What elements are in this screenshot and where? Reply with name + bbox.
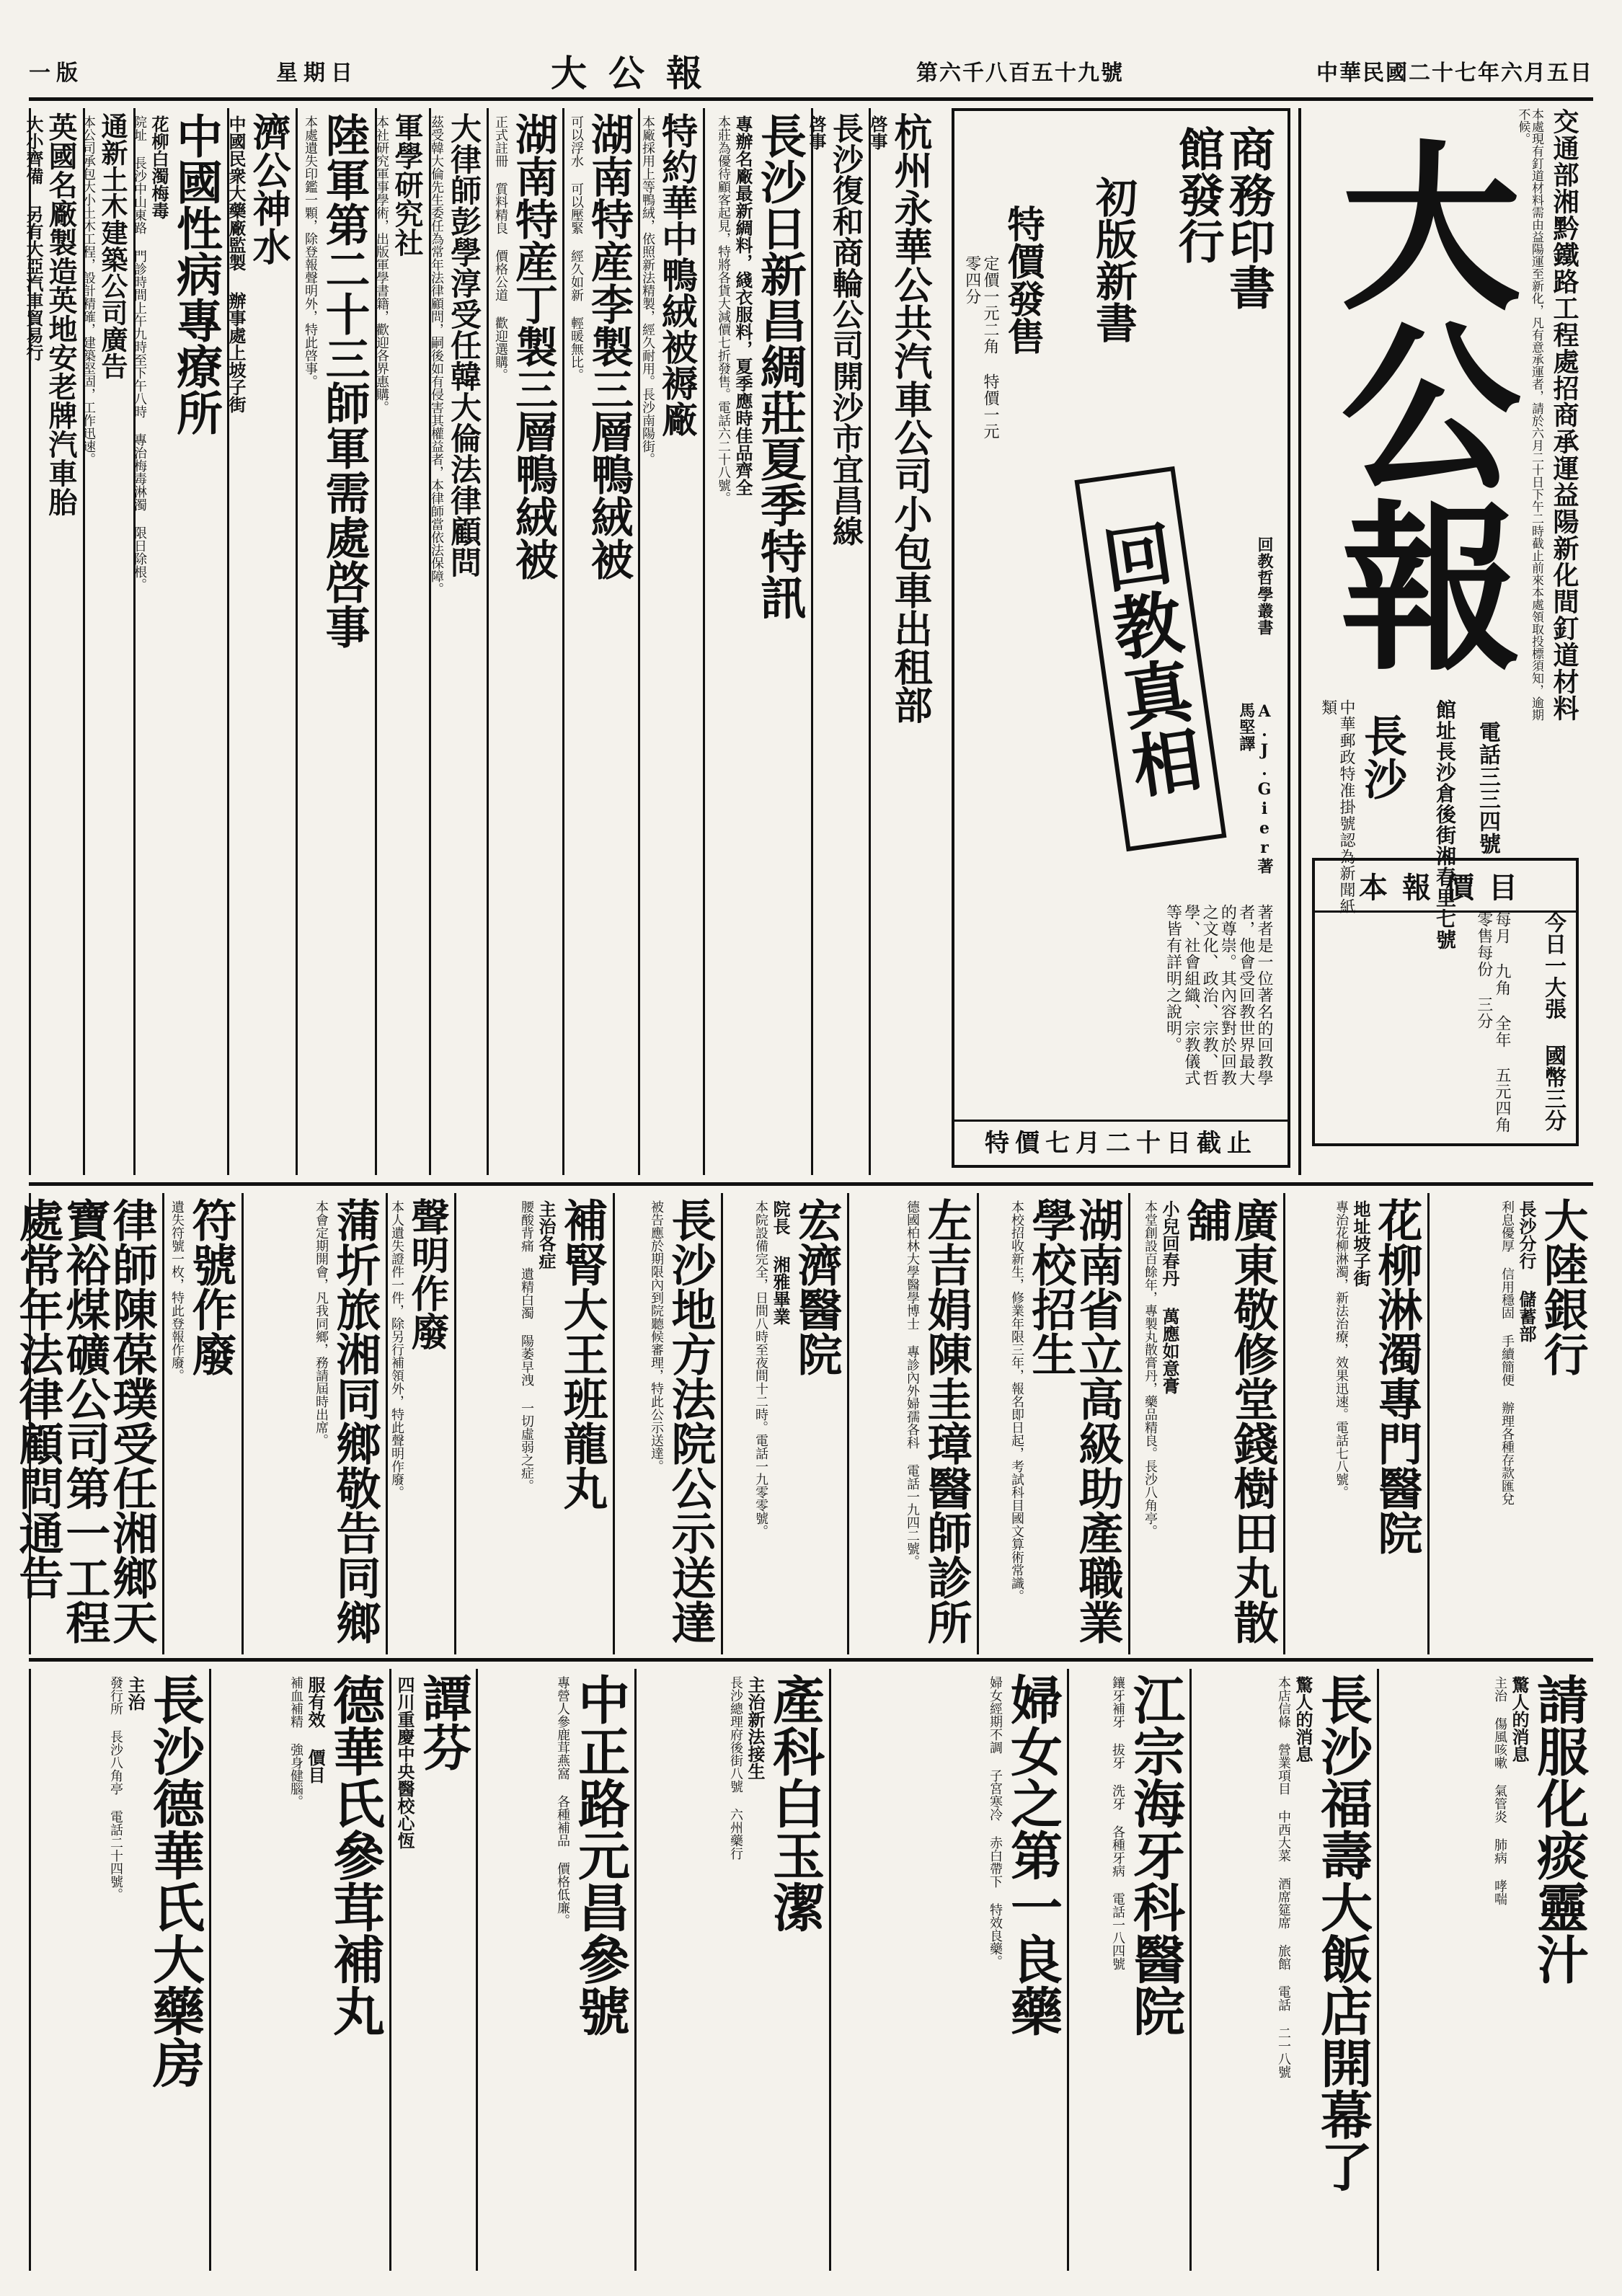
ad-title: 請服化痰靈汁 <box>1528 1673 1590 1985</box>
rule <box>29 1658 1593 1662</box>
ad-body: 遺失符號一枚，特此登報作廢。 <box>169 1200 185 1382</box>
ad-mid-3 <box>977 1193 1124 1654</box>
ad-top-11 <box>83 108 129 1175</box>
ad-title: 長沙福壽大飯店開幕了 <box>1312 1673 1373 2192</box>
ad-bot-2 <box>1067 1669 1185 2271</box>
ad-mid-1 <box>1283 1193 1423 1654</box>
masthead <box>1305 108 1593 1175</box>
header-issue: 第六千八百五十九號 <box>916 60 1124 86</box>
rule <box>29 1182 1593 1186</box>
ad-body: 鑲牙補牙 拔牙 洗牙 各種牙病 電話一八四號 <box>1110 1676 1125 1970</box>
cp-deadline: 特價七月二十日截止 <box>954 1120 1288 1165</box>
ad-title: 濟公神水 <box>247 112 291 265</box>
ad-body: 茲受韓大倫先生委任為常年法律顧問，嗣後如有侵害其權益者，本律師當依法保障。 <box>429 115 444 595</box>
page <box>11 108 1593 2271</box>
ad-subtitle: 花柳白濁梅毒 <box>149 115 169 219</box>
masthead-phone: 電話三三四號 <box>1475 721 1500 855</box>
notice-railway-title: 交通部湘黔鐵路工程處招商承運益陽新化間釘道材料 <box>1549 108 1579 722</box>
ad-body: 本處遺失印鑑一顆，除登報聲明外，特此啓事。 <box>303 115 318 388</box>
ad-bot-4 <box>634 1669 825 2271</box>
ad-mid-7 <box>454 1193 608 1654</box>
ad-bot-1 <box>1189 1669 1373 2271</box>
top-ads-area <box>23 108 937 1175</box>
ad-subtitle: 啓事 <box>867 115 888 150</box>
ad-subtitle: 院長 湘雅畢業 <box>770 1200 791 1325</box>
cp-book-title: 回教真相 <box>1074 466 1226 851</box>
ad-mid-2 <box>1128 1193 1279 1654</box>
ad-title: 譚芬 <box>415 1673 472 1771</box>
ad-body: 可以浮水 可以壓緊 經久如新 輕暖無比。 <box>569 115 584 381</box>
ad-body: 本店信條 營業項目 中西大菜 酒席筵席 旅館 電話 二一八號 <box>1276 1676 1291 2078</box>
ad-title: 長沙日新昌綢莊夏季特訊 <box>753 112 807 620</box>
ad-body: 本莊為優待顧客起見，特將各貨大減價七折發售。電話六二十八號。 <box>716 115 731 505</box>
ad-body: 主治 傷風咳嗽 氣管炎 肺病 哮喘 <box>1492 1676 1507 1905</box>
ad-title: 通新土木建築公司廣告 <box>97 112 128 379</box>
ad-title: 左吉娟陳圭璋醫師診所 <box>920 1197 972 1644</box>
ad-top-4 <box>562 108 634 1175</box>
ad-bot-8 <box>29 1669 205 2271</box>
ad-bot-6 <box>389 1669 471 2271</box>
price-box <box>1312 858 1579 1146</box>
price-table: 每月 九角 全年 五元四角 零售每份 三分 <box>1474 911 1511 1133</box>
ad-body: 被告應於期限內到院聽候審理，特此公示送達。 <box>649 1200 664 1473</box>
ad-top-6 <box>429 108 482 1175</box>
ad-title: 大律師彭學淳受任韓大倫法律顧問 <box>446 112 482 577</box>
ad-subtitle: 中國民衆大藥廠監製 辦事處上坡子街 <box>226 115 247 413</box>
ad-title: 英國名廠製造英地安老牌汽車胎 <box>44 112 78 516</box>
ad-title: 長沙德華氏大藥房 <box>144 1673 205 2088</box>
ad-mid-8 <box>386 1193 450 1654</box>
ad-subtitle: 驚人的消息 <box>1509 1676 1530 1763</box>
ad-subtitle: 驚人的消息 <box>1293 1676 1313 1763</box>
ad-top-1 <box>806 108 864 1175</box>
ad-body: 利息優厚 信用穩固 手續簡便 辦理各種存款匯兌 <box>1499 1200 1515 1505</box>
ad-title: 湖南省立高級助產職業學校招生 <box>1024 1197 1124 1644</box>
ad-body: 本校招收新生，修業年限三年，報名即日起，考試科目國文算術常識。 <box>1009 1200 1024 1603</box>
ad-top-9 <box>227 108 291 1175</box>
ad-mid-6 <box>613 1193 717 1654</box>
ad-commercial-press <box>952 108 1290 1168</box>
ad-body: 本會定期開會，凡我同鄉，務請屆時出席。 <box>314 1200 329 1447</box>
cp-label2: 特價發售 <box>1001 205 1045 355</box>
ad-mid-5 <box>721 1193 843 1654</box>
ad-subtitle: 長沙分行 儲蓄部 <box>1516 1200 1537 1342</box>
ad-subtitle: 小兒回春丹 萬應如意膏 <box>1159 1200 1180 1394</box>
ad-body: 專營人參鹿茸燕窩 各種補品 價格低廉。 <box>555 1676 570 1927</box>
masthead-logo: 大公報 <box>1311 133 1523 674</box>
ad-title: 軍學研究社 <box>390 112 424 257</box>
ad-bot-7 <box>209 1669 385 2271</box>
ad-body: 專治花柳淋濁，新法治療，效果迅速。電話七八號。 <box>1334 1200 1349 1499</box>
ad-title: 產科白玉潔 <box>764 1673 825 1933</box>
ad-title: 符號作廢 <box>185 1197 237 1376</box>
ad-title: 中國性病專療所 <box>169 112 223 435</box>
notice-railway-body: 本處現有釘道材料需由益陽運至新化，凡有意承運者，請於六月二十日下午二時截止前來本處領取投標須知，逾期不候。 <box>1515 108 1543 721</box>
header-weekday: 星期日 <box>276 60 358 86</box>
ad-top-10 <box>133 108 223 1175</box>
ad-mid-0 <box>1427 1193 1589 1654</box>
ad-body: 本人遺失證件一件，除另行補領外，特此聲明作廢。 <box>389 1200 404 1499</box>
masthead-city: 長沙 <box>1357 714 1407 800</box>
ad-body: 長沙總理府後街八號 六州藥行 <box>728 1676 743 1860</box>
ad-title: 湖南特産李製三層鴨絨被 <box>584 112 634 580</box>
ad-top-5 <box>487 108 558 1175</box>
masthead-license: 中華郵政特准掛號認為新聞紙類 <box>1319 699 1355 915</box>
cp-blurb: 著者是一位著名的回教學者，他會受回教世界最大的尊崇。其內容對於回教之文化、政治、宗教、哲學、社會組織、宗教儀式等皆有詳明之說明。 <box>1164 904 1273 1086</box>
ad-subtitle: 地址坡子街 <box>1350 1200 1371 1287</box>
ad-mid-11 <box>11 1193 158 1654</box>
ad-title: 長沙復和商輪公司開沙市宜昌線 <box>828 112 864 546</box>
ad-mid-4 <box>847 1193 972 1654</box>
ad-title: 特約華中鴨絨被褥廠 <box>656 112 699 437</box>
ad-top-3 <box>638 108 699 1175</box>
ad-title: 陸軍第二十三師軍需處啓事 <box>318 112 371 649</box>
rule <box>1298 108 1301 1175</box>
ad-body: 腰酸背痛 遺精白濁 陽萎早洩 一切虛弱之症。 <box>519 1200 534 1492</box>
cp-publisher: 商務印書館發行 <box>1170 125 1275 310</box>
ad-title: 長沙地方法院公示送達 <box>664 1197 717 1644</box>
ad-subtitle: 專辦名廠最新綢料，綫衣服料，夏季應時佳品齊全 <box>732 115 753 496</box>
ad-body: 德國柏林大學醫學博士 專診內外婦孺各科 電話一九四二號。 <box>905 1200 920 1568</box>
ad-top-0 <box>869 108 933 1175</box>
ad-subtitle: 四川重慶中央醫校心恆 <box>394 1676 415 1849</box>
ad-title: 杭州永華公共汽車公司小包車出租部 <box>888 112 933 724</box>
price-title: 本報價目 <box>1315 861 1576 913</box>
ad-body: 補血補精 強身健腦。 <box>288 1676 303 1808</box>
ad-title: 律師陳葆璞受任湘鄉天寶裕煤礦公司第一工程處常年法律顧問通告 <box>11 1197 158 1644</box>
ad-body: 發行所 長沙八角亭 電話二十四號。 <box>108 1676 123 1901</box>
cp-author: A.J.Gier著 馬堅譯 <box>1236 702 1274 874</box>
ad-top-2 <box>703 108 807 1175</box>
bottom-ads-area <box>29 1669 1593 2271</box>
ad-body: 本廠採用上等鴨絨，依照新法精製，經久耐用。長沙南陽街。 <box>640 115 655 466</box>
cp-series: 回教哲學叢書 <box>1255 536 1274 636</box>
ad-mid-9 <box>241 1193 381 1654</box>
ad-body: 本院設備完全，日間八時至夜間十二時。電話一九零零號。 <box>753 1200 768 1538</box>
ad-body: 院址 長沙中山東路 門診時間上午九時至下午八時 專治梅毒淋濁 限日除根。 <box>132 115 147 591</box>
header-strip <box>29 43 1593 101</box>
ad-body: 本公司承包大小土木工程，設計精確，建築堅固，工作迅速。 <box>81 115 96 466</box>
ad-bot-5 <box>476 1669 630 2271</box>
cp-label1: 初版新書 <box>1089 176 1138 343</box>
ad-title: 江宗海牙科醫院 <box>1125 1673 1186 2036</box>
ad-bot-3 <box>829 1669 1063 2271</box>
ad-title: 蒲圻旅湘同鄉敬告同鄉 <box>329 1197 381 1644</box>
cp-price: 定價一元二角 特價一元零四分 <box>962 255 999 440</box>
ad-top-8 <box>296 108 371 1175</box>
ad-body: 本堂創設百餘年，專製丸散膏丹，藥品精良。長沙八角亭。 <box>1143 1200 1158 1538</box>
ad-subtitle: 主治新法接生 <box>745 1676 766 1780</box>
ad-subtitle: 啓事 <box>806 115 827 150</box>
header-date: 中華民國二十七年六月五日 <box>1316 60 1593 86</box>
ad-title: 德華氏參茸補丸 <box>324 1673 386 2036</box>
ad-body: 本社研究軍事學術，出版軍學書籍，歡迎各界惠購。 <box>374 115 389 414</box>
ad-bot-0 <box>1377 1669 1589 2271</box>
ad-title: 聲明作廢 <box>405 1197 450 1350</box>
ad-body: 婦女經期不調 子宮寒冷 赤白帶下 特效良藥。 <box>988 1676 1003 1968</box>
header-section: 一版 <box>29 60 84 86</box>
ad-top-7 <box>375 108 425 1175</box>
ad-title: 廣東敬修堂錢樹田丸散舖 <box>1179 1197 1279 1644</box>
ad-title: 湖南特産丁製三層鴨絨被 <box>508 112 558 580</box>
ad-title: 婦女之第一良藥 <box>1002 1673 1063 2036</box>
ad-title: 中正路元昌參號 <box>570 1673 631 2036</box>
ad-title: 花柳淋濁專門醫院 <box>1370 1197 1423 1555</box>
header-paper: 大公報 <box>551 51 724 94</box>
ad-body: 正式註冊 質料精良 價格公道 歡迎選購。 <box>493 115 508 381</box>
ad-subtitle: 主治 <box>125 1676 146 1711</box>
ad-title: 宏濟醫院 <box>790 1197 843 1376</box>
ad-subtitle: 服有效 價目 <box>305 1676 326 1783</box>
masthead-address: 館址長沙倉後街湘春里七號 <box>1433 699 1457 950</box>
ad-subtitle: 主治各症 <box>536 1200 557 1269</box>
ad-title: 補腎大王班龍丸 <box>556 1197 608 1510</box>
middle-ads-area <box>11 1193 1593 1654</box>
ad-top-12 <box>23 108 79 1175</box>
ad-subtitle: 大小齊備 另有大亞汽車貿易行 <box>23 115 44 361</box>
price-note: 今日一大張 國幣三分 <box>1541 911 1566 1131</box>
ad-mid-10 <box>162 1193 237 1654</box>
ad-title: 大陸銀行 <box>1536 1197 1589 1376</box>
